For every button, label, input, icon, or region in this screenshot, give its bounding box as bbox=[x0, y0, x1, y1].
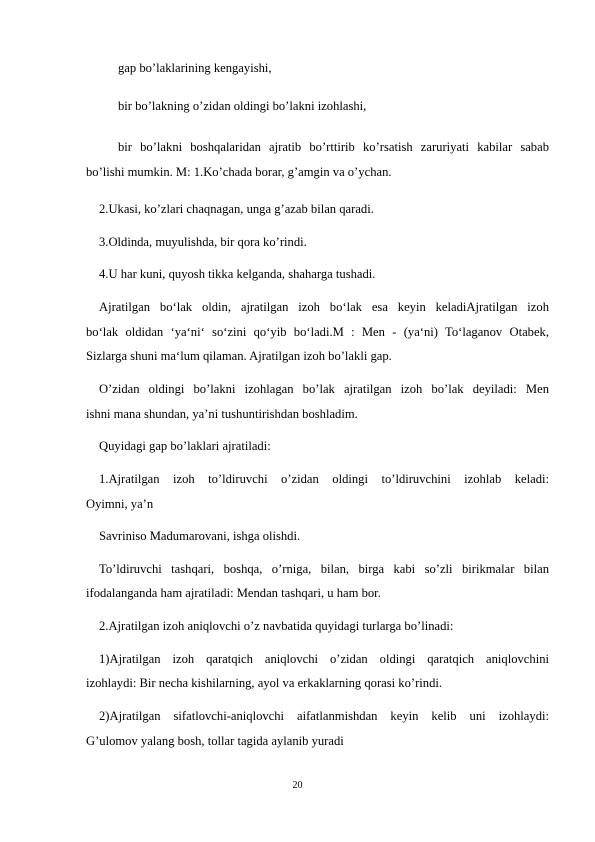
text-line: G’ulomov yalang bosh, tollar tagida aylanib yuradi bbox=[86, 734, 344, 748]
text-line: Sizlarga shuni ma‘lum qilaman. Ajratilgan izoh bo’lakli gap. bbox=[86, 349, 392, 363]
text-line: O’zidan oldingi bo’lakni izohlagan bo’lak ajratilgan izoh bo’lak deyiladi: Men bbox=[99, 382, 549, 396]
text-line: bir bo’lakning o’zidan oldingi bo’lakni izohlashi, bbox=[118, 99, 367, 113]
text-line: 2.Ajratilgan izoh aniqlovchi o’z navbatida quyidagi turlarga bo’linadi: bbox=[99, 619, 454, 633]
text-line: To’ldiruvchi tashqari, boshqa, o’rniga, bilan, birga kabi so’zli birikmalar bilan bbox=[99, 562, 549, 576]
page-number: 20 bbox=[292, 780, 303, 791]
text-line: Savriniso Madumarovani, ishga olishdi. bbox=[99, 529, 301, 543]
text-line: ifodalanganda ham ajratiladi: Mendan tashqari, u ham bor. bbox=[86, 586, 381, 600]
text-line: 3.Oldinda, muyulishda, bir qora ko’rindi. bbox=[99, 235, 307, 249]
text-line: 1.Ajratilgan izoh to’ldiruvchi o’zidan oldingi to’ldiruvchini izohlab keladi: bbox=[99, 472, 549, 486]
text-line: bir bo’lakni boshqalaridan ajratib bo’rttirib ko’rsatish zaruriyati kabilar sabab bbox=[118, 140, 549, 154]
text-line: Ajratilgan bo‘lak oldin, ajratilgan izoh bo‘lak esa keyin keladiAjratilgan izoh bbox=[99, 300, 549, 314]
text-line: 1)Ajratilgan izoh qaratqich aniqlovchi o’zidan oldingi qaratqich aniqlovchini bbox=[99, 652, 549, 666]
text-line: 2.Ukasi, ko’zlari chaqnagan, unga g’azab bilan qaradi. bbox=[99, 202, 374, 216]
text-line: 2)Ajratilgan sifatlovchi-aniqlovchi aifatlanmishdan keyin kelib uni izohlaydi: bbox=[99, 709, 549, 723]
text-line: bo’lishi mumkin. M: 1.Ko’chada borar, g’amgin va o’ychan. bbox=[86, 165, 392, 179]
text-line: gap bo’laklarining kengayishi, bbox=[118, 61, 272, 75]
text-line: Quyidagi gap bo’laklari ajratiladi: bbox=[99, 439, 271, 453]
text-line: ishni mana shundan, ya’ni tushuntirishdan boshladim. bbox=[86, 407, 358, 421]
text-line: bo‘lak oldidan ‘ya‘ni‘ so‘zini qo‘yib bo‘ladi.M : Men - (ya‘ni) To‘laganov Otabek, bbox=[86, 325, 549, 339]
text-line: 4.U har kuni, quyosh tikka kelganda, shaharga tushadi. bbox=[99, 267, 376, 281]
text-line: izohlaydi: Bir necha kishilarning, ayol va erkaklarning qorasi ko’rindi. bbox=[86, 676, 443, 690]
text-line: Oyimni, ya’n bbox=[86, 497, 154, 511]
